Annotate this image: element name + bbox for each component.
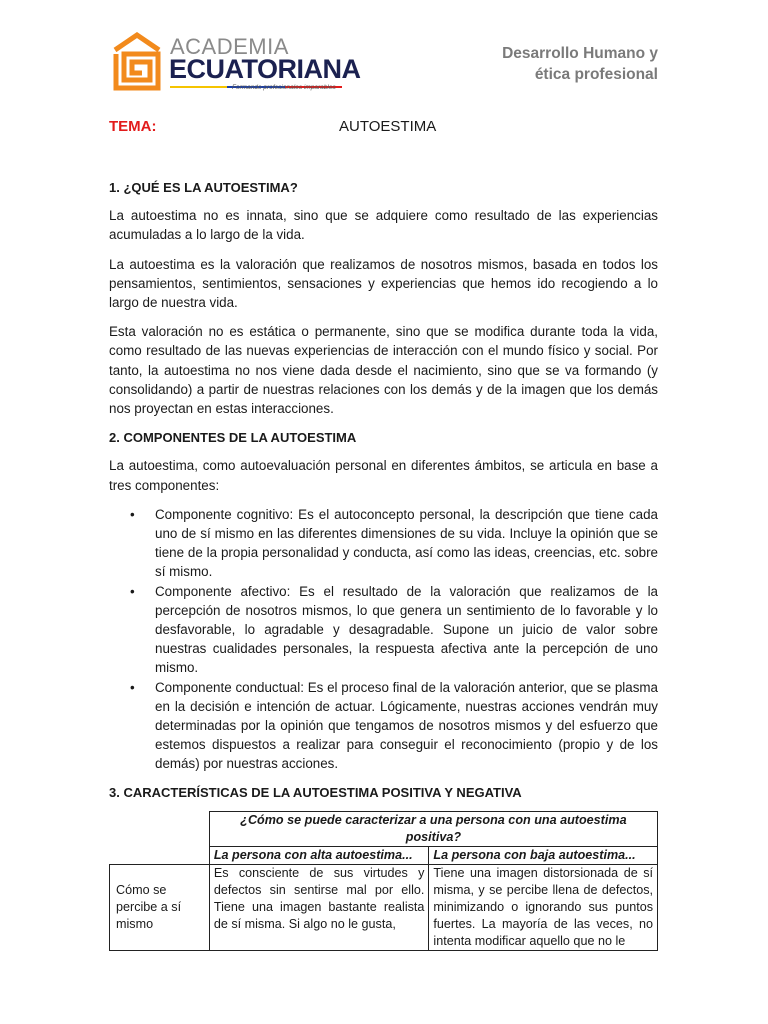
section-1-paragraph-2: La autoestima es la valoración que realizamos de nosotros mismos, basada en todos los pensamientos, sentimientos, sensaciones y experiencias que hemos ido recogiendo a lo largo de nuestra vida. xyxy=(109,256,658,311)
bullet-icon: • xyxy=(130,506,135,522)
course-title-line1: Desarrollo Humano y xyxy=(502,45,658,62)
section-1-heading: 1. ¿QUÉ ES LA AUTOESTIMA? xyxy=(109,180,298,195)
table-column-header-low: La persona con baja autoestima... xyxy=(429,846,658,864)
course-title-line2: ética profesional xyxy=(534,66,658,83)
components-list xyxy=(109,505,658,774)
table-cell-high: Es consciente de sus virtudes y defectos sin sentirse mal por ello. Tiene una imagen bastante realista de sí misma. Si algo no le gusta, xyxy=(209,864,429,950)
section-1-paragraph-3: Esta valoración no es estática o permanente, sino que se modifica durante toda la vida, como resultado de las nuevas experiencias de interacción con el mundo físico y social. Por tanto, la autoestima no nos viene dada desde el nacimiento, sino que se va formando (y consolidando) a partir de nuestras relaciones con los demás y de la imagen que los demás nos proyectan en estas interacciones. xyxy=(109,324,658,417)
table-column-header-high: La persona con alta autoestima... xyxy=(209,846,429,864)
logo-text-academia: ACADEMIA xyxy=(170,34,289,59)
section-2-intro: La autoestima, como autoevaluación personal en diferentes ámbitos, se articula en base a tres componentes: xyxy=(109,458,658,493)
section-2-heading: 2. COMPONENTES DE LA AUTOESTIMA xyxy=(109,430,357,446)
table-question-header: ¿Cómo se puede caracterizar a una persona con una autoestima positiva? xyxy=(209,811,657,846)
table-cell-low: Tiene una imagen distorsionada de sí misma, y se percibe llena de defectos, minimizando o ignorando sus puntos fuertes. La mayoría de las veces, no intenta modificar aquello que no le xyxy=(429,864,658,950)
tema-row xyxy=(109,118,659,140)
list-item-text: Componente conductual: Es el proceso final de la valoración anterior, que se plasma en la decisión e intención de actuar. Lógicamente, nuestras acciones vendrán muy determinadas por la opinión que tengamos de nosotros mismos y del esfuerzo que estemos dispuestos a realizar para conseguir el reconocimiento (propio y de los demás) por nuestras acciones. xyxy=(155,679,658,772)
list-item-text: Componente afectivo: Es el resultado de la valoración que realizamos de la percepción de nosotros mismos, lo que genera un sentimiento de lo favorable y lo desfavorable, lo agradable y desagradable. Supone un juicio de valor sobre nuestras cualidades personales, la respuesta afectiva ante la percepción de uno mismo. xyxy=(155,583,658,676)
bullet-icon: • xyxy=(130,583,135,599)
logo-emblem-icon xyxy=(112,32,162,92)
document-body xyxy=(109,178,658,951)
list-item xyxy=(130,505,658,582)
table-row xyxy=(110,864,658,950)
table-row xyxy=(110,846,658,864)
table-empty-cell xyxy=(110,811,210,846)
list-item xyxy=(130,582,658,678)
tema-title: AUTOESTIMA xyxy=(339,118,437,135)
course-title xyxy=(502,43,658,85)
table-empty-cell xyxy=(110,846,210,864)
table-row xyxy=(110,811,658,846)
academia-ecuatoriana-logo xyxy=(112,32,362,92)
section-1-paragraph-1: La autoestima no es innata, sino que se adquiere como resultado de las experiencias acumuladas a lo largo de la vida. xyxy=(109,208,658,243)
table-row-label: Cómo se percibe a sí mismo xyxy=(110,864,210,950)
bullet-icon: • xyxy=(130,679,135,695)
tema-label: TEMA: xyxy=(109,118,157,135)
characteristics-table xyxy=(109,811,658,951)
logo-tagline: Formando profesionales imparables xyxy=(232,84,336,91)
list-item-text: Componente cognitivo: Es el autoconcepto personal, la descripción que tiene cada uno de sí mismo en las diferentes dimensiones de su vida. Incluye la opinión que se tiene de la propia personalidad y conducta, así como las ideas, creencias, etc. sobre sí mismo. xyxy=(155,506,658,580)
section-3-heading: 3. CARACTERÍSTICAS DE LA AUTOESTIMA POSITIVA Y NEGATIVA xyxy=(109,784,522,800)
list-item xyxy=(130,678,658,774)
logo-text-ecuatoriana: ECUATORIANA xyxy=(169,54,361,84)
